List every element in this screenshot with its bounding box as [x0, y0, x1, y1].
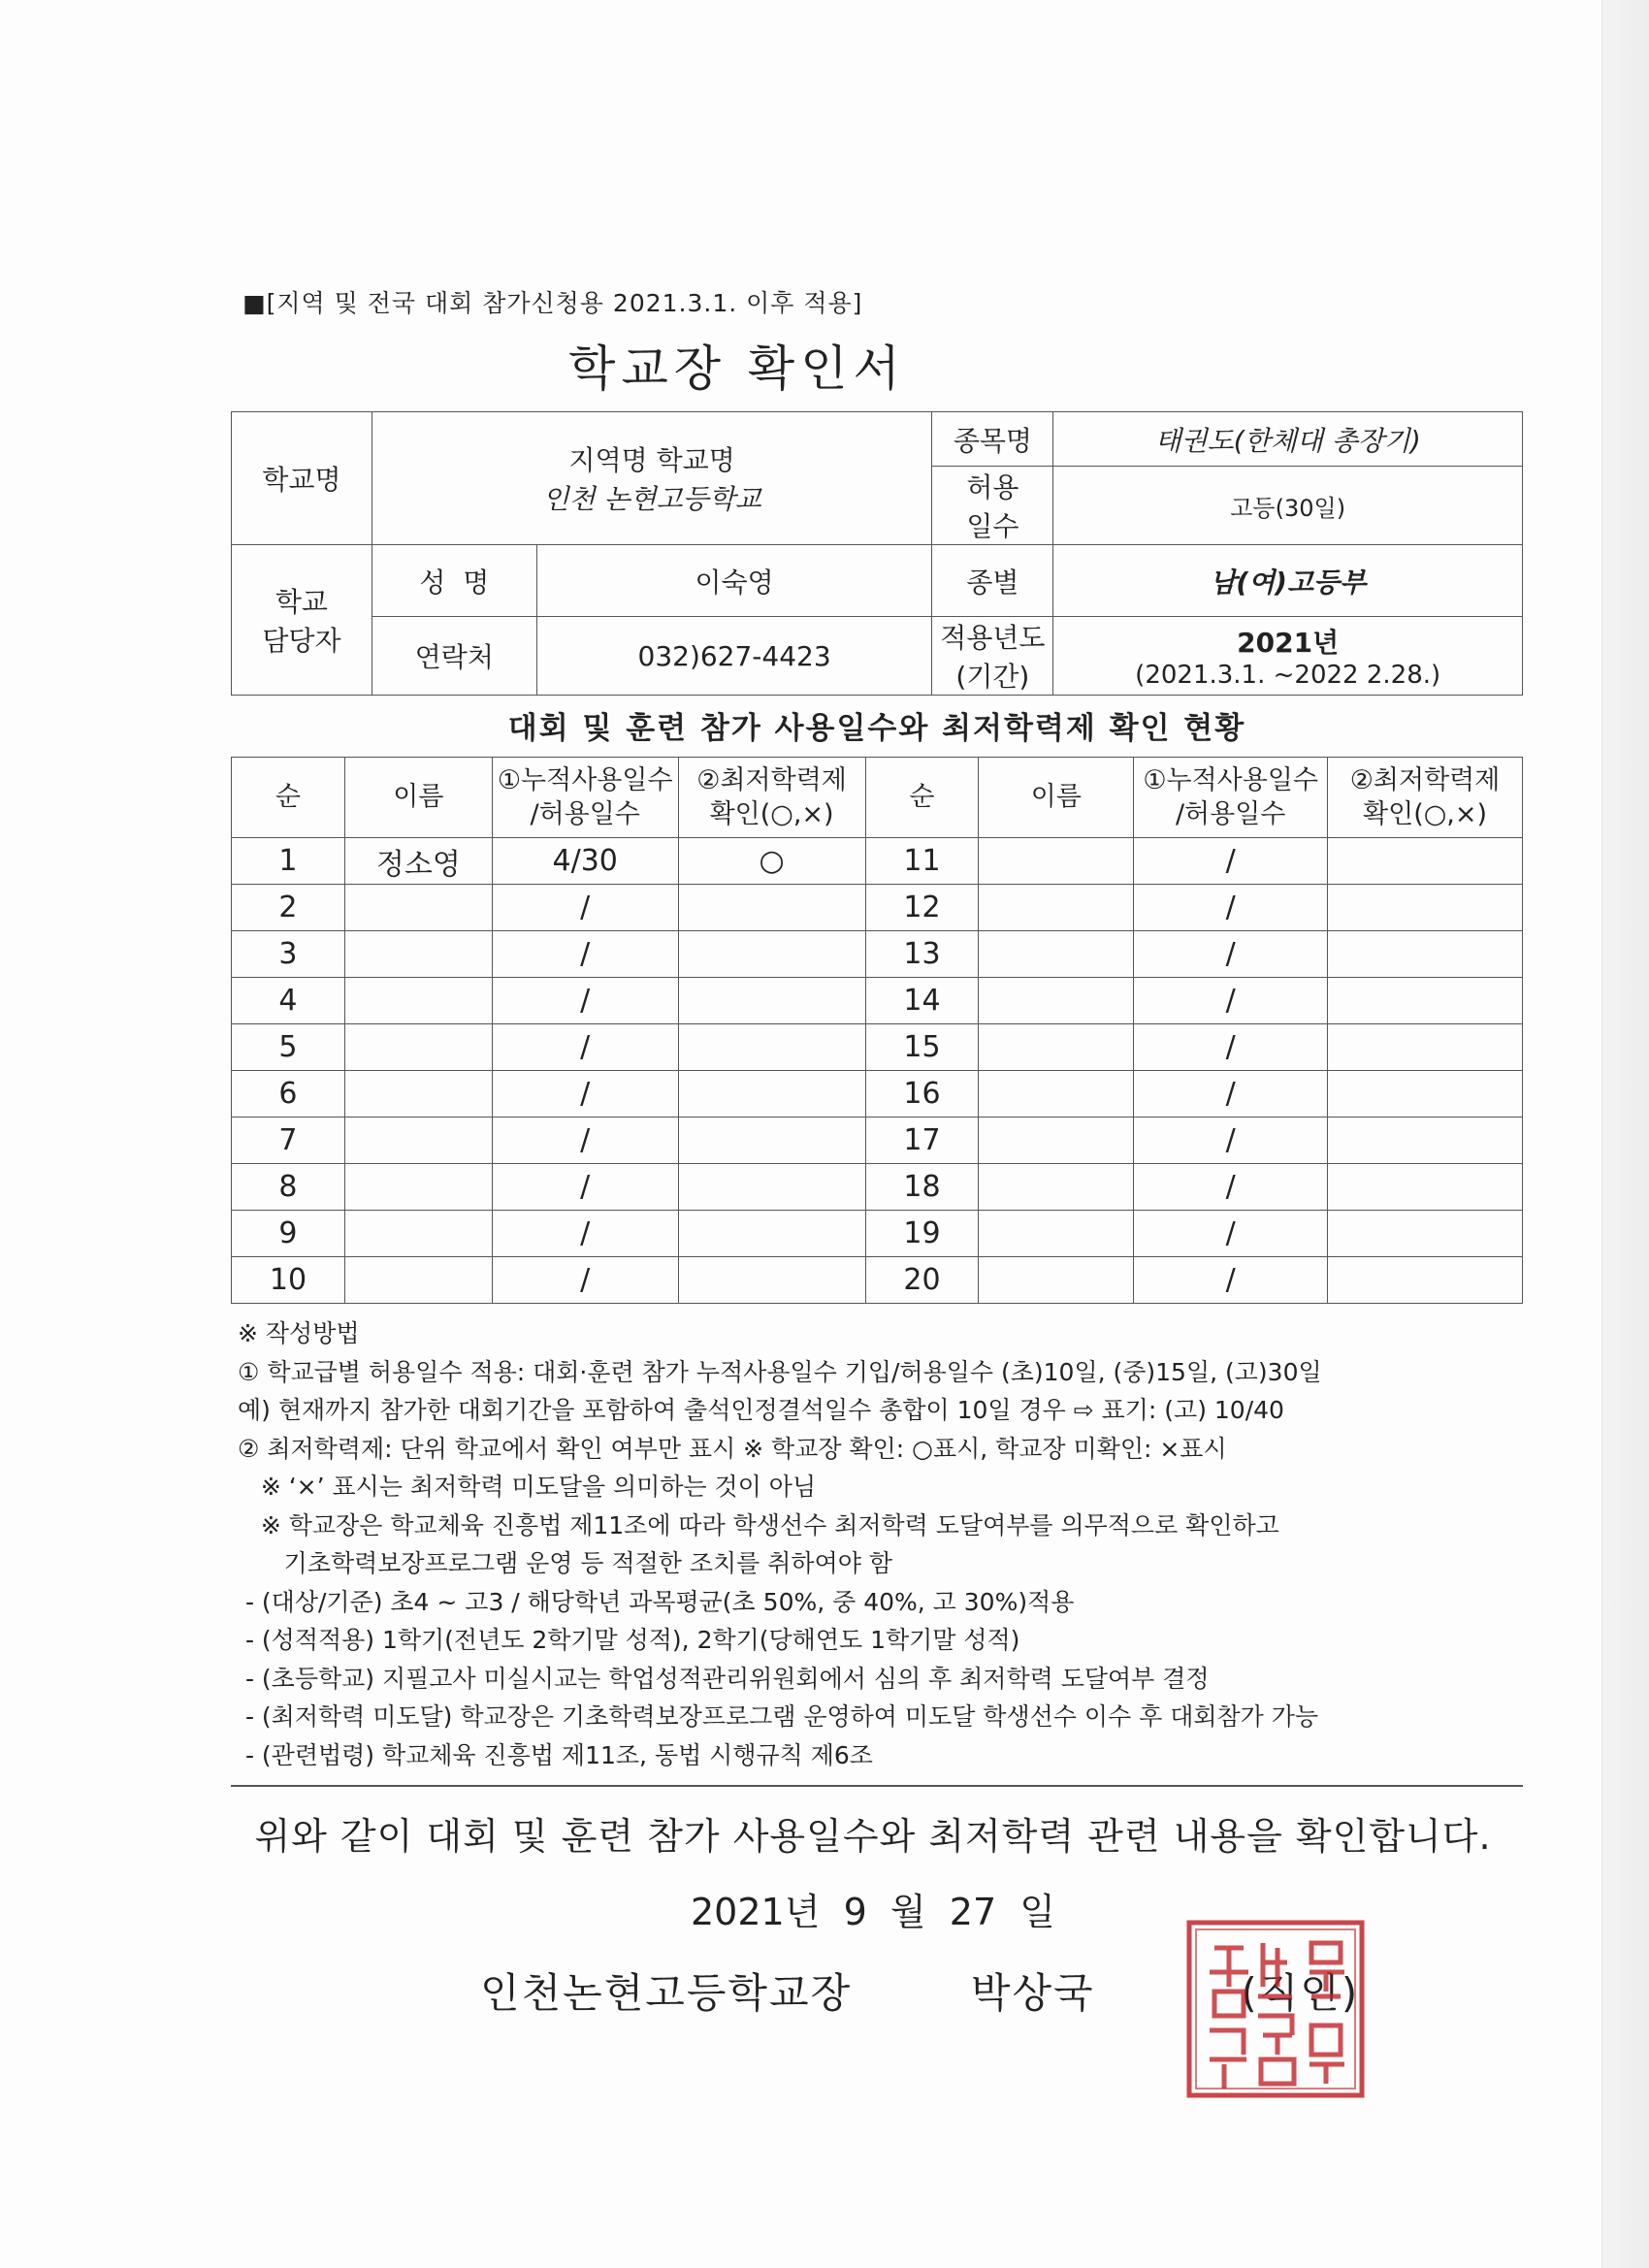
- roster-name: [979, 1024, 1134, 1071]
- roster-check: [1328, 978, 1523, 1024]
- roster-name: [344, 1211, 492, 1257]
- instruction-line: 기초학력보장프로그램 운영 등 적절한 조치를 취하여야 함: [238, 1549, 892, 1577]
- roster-num: 6: [232, 1071, 345, 1118]
- header-check: [1328, 758, 1523, 838]
- table-row: [232, 1211, 1523, 1257]
- roster-num: 1: [232, 838, 345, 885]
- roster-num: 2: [232, 885, 345, 931]
- roster-num: 5: [232, 1024, 345, 1071]
- header-days-1: ①누적사용일수: [497, 764, 673, 795]
- roster-days: /: [492, 1118, 678, 1164]
- instruction-line: ① 학교급별 허용일수 적용: 대회·훈련 참가 누적사용일수 기입/허용일수 (초)10일, (중)15일, (고)30일: [238, 1357, 1322, 1386]
- roster-num: 3: [232, 931, 345, 978]
- roster-check: [1328, 1257, 1523, 1304]
- roster-days: /: [1134, 838, 1328, 885]
- roster-days: 4/30: [492, 838, 678, 885]
- roster-name: [344, 1118, 492, 1164]
- instruction-line: ※ ‘×’ 표시는 최저학력 미도달을 의미하는 것이 아님: [238, 1473, 817, 1501]
- allowed-days-label-2: 일수: [966, 510, 1019, 542]
- instruction-line: - (관련법령) 학교체육 진흥법 제11조, 동법 시행규칙 제6조: [238, 1740, 873, 1769]
- roster-name: 정소영: [344, 838, 492, 885]
- roster-check: [678, 1164, 865, 1211]
- header-check-1: ②최저학력제: [1349, 764, 1501, 795]
- roster-name: [344, 885, 492, 931]
- name-value: 이숙영: [536, 545, 932, 617]
- header-name: 이름: [344, 758, 492, 838]
- header-name: 이름: [979, 758, 1134, 838]
- contact-label-1: 학교: [275, 586, 328, 618]
- roster-days: /: [492, 1211, 678, 1257]
- roster-num: 8: [232, 1164, 345, 1211]
- roster-num: 12: [865, 885, 979, 931]
- phone-value: 032)627-4423: [536, 617, 932, 696]
- category-value: 남(여)고등부: [1053, 545, 1523, 617]
- roster-days: /: [1134, 931, 1328, 978]
- roster-title: 대회 및 훈련 참가 사용일수와 최저학력제 확인 현황: [507, 711, 1246, 746]
- header-num: 순: [232, 758, 345, 838]
- event-value: 태권도(한체대 총장기): [1053, 412, 1523, 467]
- roster-days: /: [492, 885, 678, 931]
- roster-name: [979, 931, 1134, 978]
- confirm-statement: 위와 같이 대회 및 훈련 참가 사용일수와 최저학력 관련 내용을 확인합니다.: [254, 1815, 1492, 1858]
- roster-name: [979, 838, 1134, 885]
- header-check-1: ②최저학력제: [696, 764, 847, 795]
- divider: [231, 1785, 1523, 1787]
- header-check-2: 확인(○,×): [709, 799, 834, 829]
- roster-table: [231, 757, 1523, 1304]
- roster-check: [1328, 1118, 1523, 1164]
- roster-check: [678, 978, 865, 1024]
- roster-days: /: [1134, 1024, 1328, 1071]
- instruction-line: - (대상/기준) 초4 ~ 고3 / 해당학년 과목평균(초 50%, 중 40%, 고 30%)적용: [238, 1587, 1075, 1616]
- roster-num: 19: [865, 1211, 979, 1257]
- contact-label-2: 담당자: [262, 625, 341, 657]
- school-cell: [372, 412, 932, 545]
- allowed-days-label-1: 허용: [966, 471, 1019, 503]
- table-row: [232, 885, 1523, 931]
- table-row: [232, 1257, 1523, 1304]
- header-days: [1134, 758, 1328, 838]
- roster-num: 9: [232, 1211, 345, 1257]
- info-table: [231, 411, 1523, 696]
- roster-num: 20: [865, 1257, 979, 1304]
- issue-date: 2021년 9 월 27 일: [691, 1891, 1055, 1933]
- roster-num: 14: [865, 978, 979, 1024]
- roster-days: /: [1134, 1257, 1328, 1304]
- period-value: (2021.3.1. ~2022 2.28.): [1135, 661, 1441, 690]
- roster-check: [678, 1211, 865, 1257]
- roster-name: [344, 931, 492, 978]
- header-note: ■[지역 및 전국 대회 참가신청용 2021.3.1. 이후 적용]: [242, 289, 863, 317]
- table-row: [232, 931, 1523, 978]
- roster-days: /: [1134, 978, 1328, 1024]
- roster-num: 16: [865, 1071, 979, 1118]
- instruction-line: - (최저학력 미도달) 학교장은 기초학력보장프로그램 운영하여 미도달 학생선수 이수 후 대회참가 가능: [238, 1702, 1319, 1731]
- roster-days: /: [1134, 1164, 1328, 1211]
- roster-days: /: [492, 1024, 678, 1071]
- roster-check: [678, 931, 865, 978]
- roster-num: 7: [232, 1118, 345, 1164]
- year-label-1: 적용년도: [940, 622, 1046, 654]
- header-days-1: ①누적사용일수: [1143, 764, 1319, 795]
- name-label: 성 명: [372, 545, 536, 617]
- roster-name: [979, 885, 1134, 931]
- roster-num: 4: [232, 978, 345, 1024]
- roster-days: /: [492, 978, 678, 1024]
- roster-name: [979, 1071, 1134, 1118]
- header-check-2: 확인(○,×): [1363, 799, 1488, 829]
- school-label: 학교명: [232, 412, 372, 545]
- roster-check: [1328, 885, 1523, 931]
- event-label: 종목명: [932, 412, 1053, 467]
- instruction-line: - (초등학교) 지필고사 미실시교는 학업성적관리위원회에서 심의 후 최저학력 도달여부 결정: [238, 1664, 1210, 1693]
- school-caption: 지역명 학교명: [568, 444, 735, 476]
- table-row: [232, 838, 1523, 885]
- table-row: [232, 978, 1523, 1024]
- table-row: [232, 1024, 1523, 1071]
- roster-days: /: [1134, 1071, 1328, 1118]
- header-check: [678, 758, 865, 838]
- roster-name: [979, 1118, 1134, 1164]
- roster-num: 13: [865, 931, 979, 978]
- table-row: [232, 1071, 1523, 1118]
- contact-label: [232, 545, 372, 696]
- school-name: 인천 논현고등학교: [542, 483, 761, 515]
- table-row: [232, 1118, 1523, 1164]
- roster-days: /: [492, 1257, 678, 1304]
- roster-days: /: [1134, 1118, 1328, 1164]
- instruction-line: - (성적적용) 1학기(전년도 2학기말 성적), 2학기(당해연도 1학기말 성적): [238, 1626, 1020, 1654]
- roster-check: [1328, 1164, 1523, 1211]
- roster-num: 15: [865, 1024, 979, 1071]
- header-num: 순: [865, 758, 979, 838]
- year-label: [932, 617, 1053, 696]
- year-label-2: (기간): [955, 661, 1030, 693]
- roster-num: 17: [865, 1118, 979, 1164]
- header-days-2: /허용일수: [530, 799, 640, 829]
- roster-num: 11: [865, 838, 979, 885]
- roster-days: /: [492, 1164, 678, 1211]
- allowed-days-value: 고등(30일): [1053, 467, 1523, 545]
- roster-check: [1328, 838, 1523, 885]
- table-row: [232, 1164, 1523, 1211]
- roster-name: [344, 1024, 492, 1071]
- roster-name: [344, 978, 492, 1024]
- roster-check: [1328, 1211, 1523, 1257]
- roster-days: /: [1134, 1211, 1328, 1257]
- year-value: 2021년: [1237, 627, 1340, 659]
- roster-num: 18: [865, 1164, 979, 1211]
- year-cell: [1053, 617, 1523, 696]
- instruction-line: ※ 학교장은 학교체육 진흥법 제11조에 따라 학생선수 최저학력 도달여부를 의무적으로 확인하고: [238, 1510, 1279, 1539]
- instruction-line: ※ 작성방법: [238, 1319, 360, 1347]
- roster-check: [678, 1257, 865, 1304]
- roster-name: [979, 1211, 1134, 1257]
- page-title: 학교장 확인서: [568, 340, 906, 397]
- roster-name: [979, 978, 1134, 1024]
- signer-name: 박상국: [970, 1969, 1095, 2017]
- roster-check: [678, 1071, 865, 1118]
- roster-days: /: [492, 931, 678, 978]
- roster-check: [678, 1024, 865, 1071]
- instruction-line: 예) 현재까지 참가한 대회기간을 포함하여 출석인정결석일수 총합이 10일 경우 ⇨ 표기: (고) 10/40: [238, 1396, 1284, 1424]
- roster-check: ○: [678, 838, 865, 885]
- roster-days: /: [492, 1071, 678, 1118]
- official-seal-icon: [1185, 1919, 1366, 2099]
- category-label: 종별: [932, 545, 1053, 617]
- roster-num: 10: [232, 1257, 345, 1304]
- roster-check: [1328, 1024, 1523, 1071]
- roster-check: [1328, 931, 1523, 978]
- allowed-days-label: [932, 467, 1053, 545]
- seal-mark: (직인): [1241, 1969, 1360, 2017]
- instruction-line: ② 최저학력제: 단위 학교에서 확인 여부만 표시 ※ 학교장 확인: ○표시, 학교장 미확인: ×표시: [238, 1434, 1227, 1463]
- roster-header-row: [232, 758, 1523, 838]
- roster-name: [979, 1164, 1134, 1211]
- phone-label: 연락처: [372, 617, 536, 696]
- roster-check: [1328, 1071, 1523, 1118]
- roster-name: [344, 1164, 492, 1211]
- roster-check: [678, 1118, 865, 1164]
- header-days-2: /허용일수: [1175, 799, 1286, 829]
- roster-days: /: [1134, 885, 1328, 931]
- roster-check: [678, 885, 865, 931]
- roster-name: [344, 1071, 492, 1118]
- instructions: [238, 1314, 1528, 1774]
- roster-name: [979, 1257, 1134, 1304]
- header-days: [492, 758, 678, 838]
- roster-name: [344, 1257, 492, 1304]
- signer-title: 인천논현고등학교장: [480, 1969, 853, 2017]
